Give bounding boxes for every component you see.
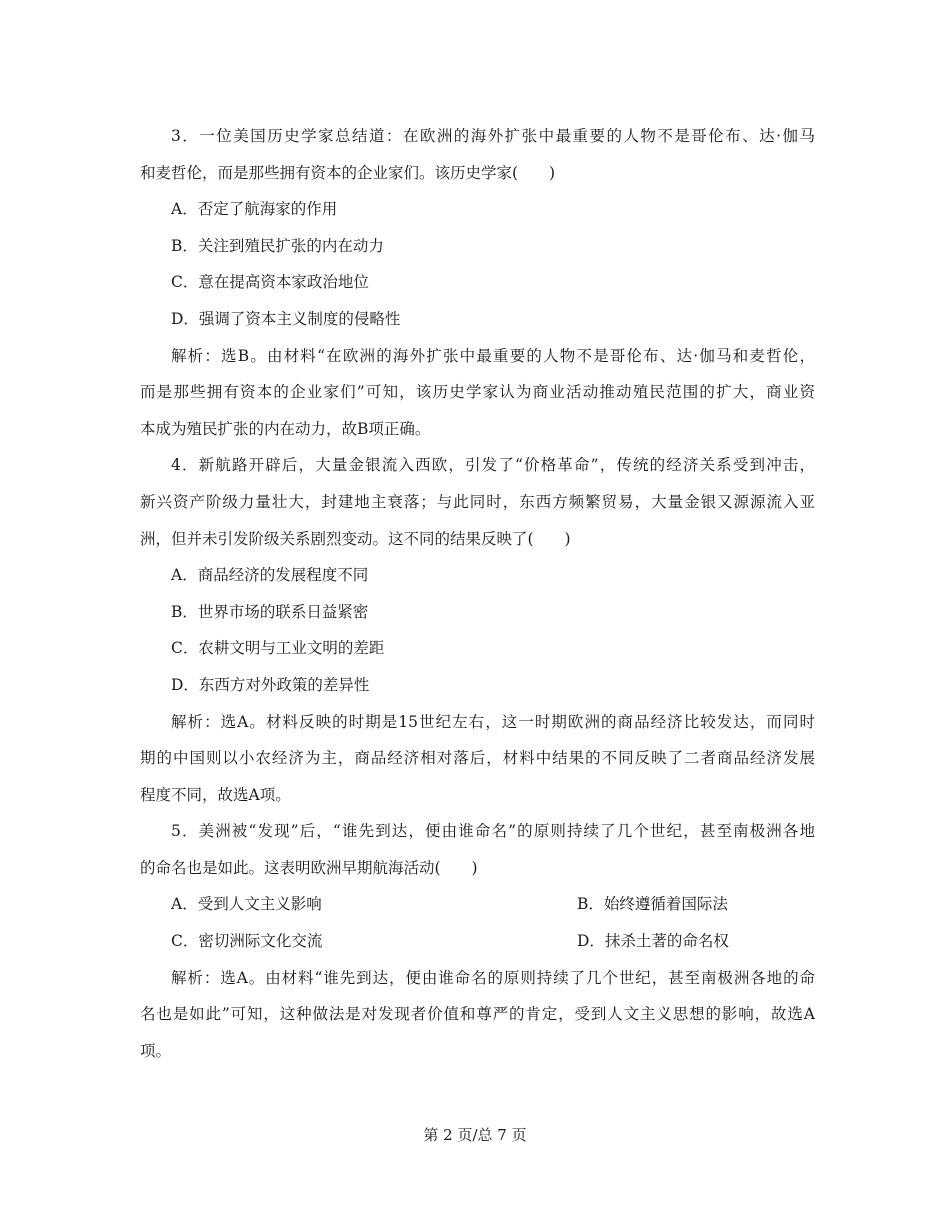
question-stem-line: 的命名也是如此。这表明欧洲早期航海活动( ) xyxy=(140,858,478,877)
option-b: B．始终遵循着国际法 xyxy=(577,895,728,914)
question-stem-line: 4．新航路开辟后，大量金银流入西欧，引发了“价格革命”，传统的经济关系受到冲击， xyxy=(171,456,815,475)
page-number: 第 2 页/总 7 页 xyxy=(423,1126,527,1144)
option-b: B．关注到殖民扩张的内在动力 xyxy=(171,236,384,255)
question-stem-line: 新兴资产阶级力量壮大，封建地主衰落；与此同时，东西方频繁贸易，大量金银又源源流入亚 xyxy=(140,492,815,511)
option-d: D．抹杀土著的命名权 xyxy=(577,932,729,951)
option-c: C．意在提高资本家政治地位 xyxy=(171,273,369,292)
option-row xyxy=(140,923,815,960)
question-stem-line: 洲，但并未引发阶级关系剧烈变动。这不同的结果反映了( ) xyxy=(140,529,571,548)
question-4 xyxy=(140,447,815,813)
analysis-line: 解析：选A。材料反映的时期是15世纪左右，这一时期欧洲的商品经济比较发达，而同时 xyxy=(171,712,815,731)
option-a: A．受到人文主义影响 xyxy=(171,895,322,914)
analysis-line: 程度不同，故选A项。 xyxy=(140,785,291,804)
analysis-line: 本成为殖民扩张的内在动力，故B项正确。 xyxy=(140,419,431,438)
analysis-line: 项。 xyxy=(140,1041,172,1060)
option-a: A．否定了航海家的作用 xyxy=(171,200,338,219)
option-d: D．强调了资本主义制度的侵略性 xyxy=(171,309,401,328)
option-d: D．东西方对外政策的差异性 xyxy=(171,675,370,694)
question-stem-line: 3．一位美国历史学家总结道：在欧洲的海外扩张中最重要的人物不是哥伦布、达·伽马 xyxy=(171,127,815,145)
question-stem-line: 和麦哲伦，而是那些拥有资本的企业家们。该历史学家( ) xyxy=(140,163,556,182)
analysis-line: 解析：选A。由材料“谁先到达，便由谁命名的原则持续了几个世纪，甚至南极洲各地的命 xyxy=(171,968,815,987)
analysis-line: 期的中国则以小农经济为主，商品经济相对落后，材料中结果的不同反映了二者商品经济发展 xyxy=(140,749,815,768)
option-b: B．世界市场的联系日益紧密 xyxy=(171,602,369,621)
analysis-line: 解析：选B。由材料“在欧洲的海外扩张中最重要的人物不是哥伦布、达·伽马和麦哲伦， xyxy=(171,346,815,365)
option-row xyxy=(140,886,815,923)
option-a: A．商品经济的发展程度不同 xyxy=(171,566,369,585)
page-content xyxy=(140,118,815,1069)
analysis-line: 名也是如此”可知，这种做法是对发现者价值和尊严的肯定，受到人文主义思想的影响，故选A xyxy=(140,1005,815,1024)
analysis-line: 而是那些拥有资本的企业家们”可知，该历史学家认为商业活动推动殖民范围的扩大，商业资 xyxy=(140,383,815,402)
option-c: C．农耕文明与工业文明的差距 xyxy=(171,639,385,658)
option-c: C．密切洲际文化交流 xyxy=(171,932,323,951)
question-stem-line: 5．美洲被“发现”后，“谁先到达，便由谁命名”的原则持续了几个世纪，甚至南极洲各地 xyxy=(171,822,815,841)
question-5 xyxy=(140,813,815,1069)
question-3 xyxy=(140,118,815,447)
